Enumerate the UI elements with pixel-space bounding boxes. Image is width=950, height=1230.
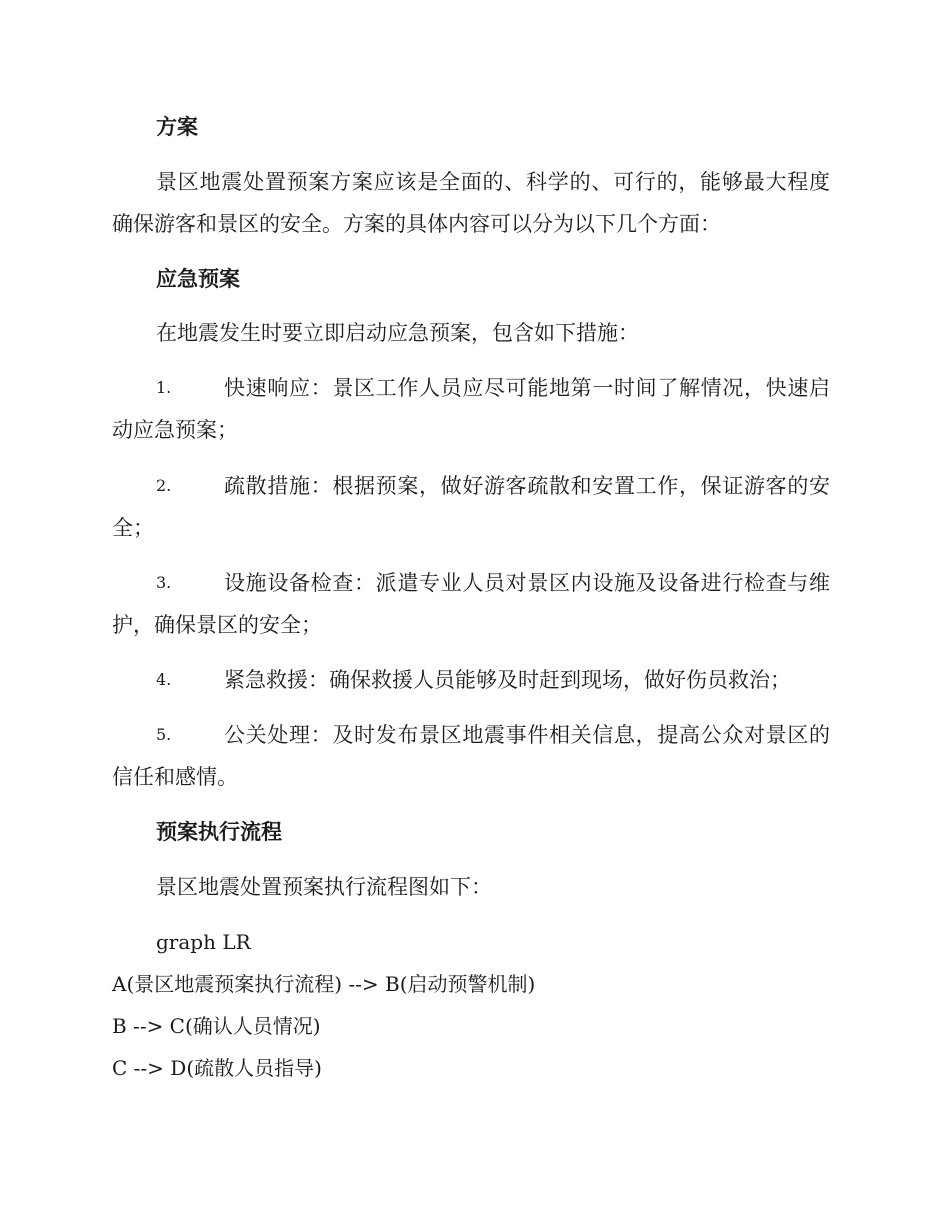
list-item-continuation: 信任和感情。 bbox=[112, 765, 238, 789]
list-item-number: 2. bbox=[156, 476, 172, 495]
list-item-continuation: 全； bbox=[112, 516, 154, 540]
list-item-text: 快速响应：景区工作人员应尽可能地第一时间了解情况，快速启 bbox=[224, 376, 830, 400]
list-item-text: 疏散措施：根据预案，做好游客疏散和安置工作，保证游客的安 bbox=[224, 474, 830, 498]
list-item-number: 1. bbox=[156, 378, 172, 397]
list-item-text: 设施设备检查：派遣专业人员对景区内设施及设备进行检查与维 bbox=[224, 571, 830, 595]
heading-flow: 预案执行流程 bbox=[156, 820, 282, 844]
list-item-text: 紧急救援：确保救援人员能够及时赶到现场，做好伤员救治； bbox=[224, 668, 791, 692]
code-line: A(景区地震预案执行流程) --> B(启动预警机制) bbox=[112, 972, 536, 996]
heading-emergency: 应急预案 bbox=[156, 267, 240, 291]
heading-plan: 方案 bbox=[156, 115, 198, 139]
code-line: graph LR bbox=[156, 930, 251, 954]
list-item-number: 4. bbox=[156, 670, 172, 689]
code-line: C --> D(疏散人员指导) bbox=[112, 1056, 322, 1080]
list-item-text: 公关处理：及时发布景区地震事件相关信息，提高公众对景区的 bbox=[224, 723, 830, 747]
list-item-number: 3. bbox=[156, 573, 172, 592]
intro-line-2: 确保游客和景区的安全。方案的具体内容可以分为以下几个方面： bbox=[112, 212, 721, 236]
list-item-continuation: 护，确保景区的安全； bbox=[112, 613, 322, 637]
flow-intro: 景区地震处置预案执行流程图如下： bbox=[156, 875, 492, 899]
code-line: B --> C(确认人员情况) bbox=[112, 1014, 321, 1038]
emergency-intro: 在地震发生时要立即启动应急预案，包含如下措施： bbox=[156, 321, 639, 345]
list-item-continuation: 动应急预案； bbox=[112, 418, 238, 442]
list-item-number: 5. bbox=[156, 725, 172, 744]
intro-line-1: 景区地震处置预案方案应该是全面的、科学的、可行的，能够最大程度 bbox=[156, 170, 830, 194]
